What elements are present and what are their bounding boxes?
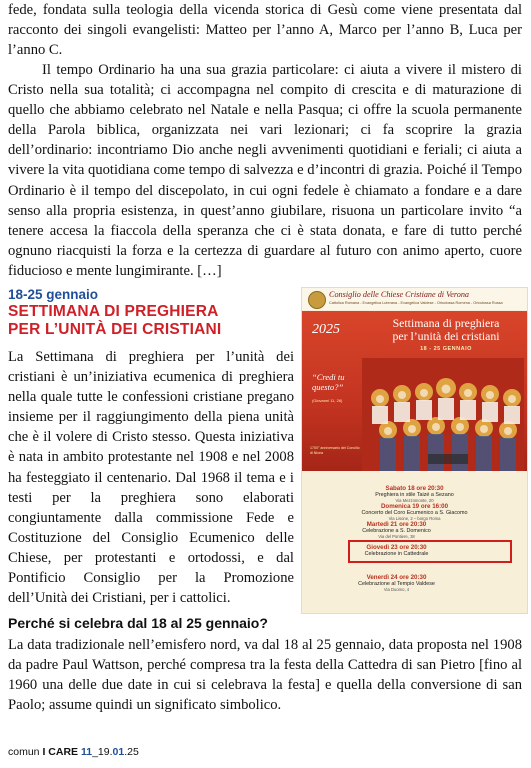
poster-event (301, 574, 509, 592)
council-seal-icon (308, 291, 326, 309)
event-description: Preghiera in stile Taizé a Sezano (375, 492, 454, 498)
unity-week-paragraph: La Settimana di preghiera per l’unità dei cristiani è un’iniziativa ecumenica di preghiera nella quale tutte le confessioni cristiane pregano insieme per il raggiungimento della piena unità che è il volere di Cristo stesso. Questa iniziativa è nata in ambito protestante nel 1908 e nel 2008 ha festeggiato il centenario. Dal 1968 il tema e i testi per la preghiera sono elaborati congiuntamente dalla commissione Fede e Costituzione del Consiglio Ecumenico delle Chiese, per protestanti e ortodossi, e dal Pontificio Consiglio per la Promozione dell’Unità dei Cristiani, per i cattolici. (8, 349, 294, 607)
poster-dates: 18 - 25 GENNAIO (420, 346, 472, 352)
poster-event (302, 503, 527, 521)
footer-date-month: 01 (112, 746, 125, 758)
intro-paragraph: fede, fondata sulla teologia della vicenda storica di Gesù come viene presentata dal racconto dei singoli evangelisti: Matteo per l’anno A, Marco per l’anno B, Luca per l’anno C. (8, 2, 522, 58)
event-day: Domenica 19 ore 16:00 (380, 503, 449, 510)
poster-event (302, 485, 527, 503)
event-poster (301, 287, 528, 614)
poster-title-line-2: per l’unità dei cristiani (392, 329, 500, 343)
section-headline (8, 303, 221, 339)
footer-brand: I CARE (42, 746, 79, 758)
event-description: Celebrazione al Tempio Valdese (358, 581, 435, 587)
event-address: Via Lisone, 2 – borgo Roma (388, 516, 441, 521)
poster-org-name: Consiglio delle Chiese Cristiane di Verona (329, 290, 470, 299)
question-heading: Perché si celebra dal 18 al 25 gennaio? (8, 615, 268, 631)
answer-paragraph: La data tradizionale nell’emisfero nord, va dal 18 al 25 gennaio, data proposta nel 1908 da padre Paul Wattson, perché compresa tra la festa della Cattedra di san Pietro [fino al 1960 una delle due date in cui si celebrava la festa] e quella della conversione di san Paolo; assume quindi un significato simbolico. (8, 637, 522, 713)
poster-title (370, 317, 522, 343)
poster-anniversary-note: 1700° anniversario del Concilio di Nicea (310, 446, 360, 455)
footer-date-year: .25 (124, 746, 139, 758)
poster-title-line-1: Settimana di preghiera (392, 316, 500, 330)
event-address: Via del Pontiere, 38 (378, 534, 415, 539)
event-day: Sabato 18 ore 20:30 (385, 485, 444, 492)
event-description: Celebrazione a S. Domenico (362, 528, 431, 534)
highlight-box (348, 540, 512, 563)
section-date: 18-25 gennaio (8, 287, 99, 302)
footer-prefix: comun (8, 746, 43, 758)
footer-issue: 11 (80, 746, 93, 758)
poster-header (302, 288, 527, 310)
event-description: Celebrazione in Cattedrale (364, 551, 429, 557)
council-icon-illustration (362, 358, 524, 471)
event-description: Concerto del Coro Ecumenico a S. Giacomo (361, 510, 468, 516)
headline-line-1: SETTIMANA DI PREGHIERA (8, 303, 219, 320)
poster-quote-line-2: questo?” (312, 382, 344, 392)
ordinary-time-paragraph: Il tempo Ordinario ha una sua grazia particolare: ci aiuta a vivere il mistero di Cristo nella sua totalità; ci accompagna nel compito di crescita e di maturazione di quello che abbiamo celebrato nel Natale e nella Pasqua; ci offre la scuola permanente della Parola biblica, organizzata nei vari lezionari; ci fa scoprire la grazia dell’ordinario: incontriamo Dio anche negli avvenimenti quotidiani e feriali; ci aiuta a vivere la vita quotidiana come tempo di salvezza e d’incontri di grazia. Poiché il Tempo Ordinario è il tempo del discepolato, in cui ogni fedele è chiamato a fondare e a dare senso alla propria esistenza, in quest’anno giubilare, risuona un particolare invito “a tenere accesa la fiaccola della speranza che ci è stata donata, e fare di tutto perché ognuno riacquisti la forza e la certezza di guardare al futuro con animo aperto, cuore fiducioso e mente lungimirante. […] (8, 62, 522, 279)
poster-quote-reference: (Giovanni 11, 26) (312, 398, 343, 403)
event-day: Venerdì 24 ore 20:30 (366, 574, 427, 581)
poster-year: 2025 (312, 322, 340, 337)
poster-org-churches: Cattolica Romana - Evangelica Luterana - Evangelica Valdese - Ortodossa Romena - Ortodossa Russa (329, 301, 503, 305)
poster-quote-line-1: “Credi tu (312, 372, 345, 382)
headline-line-2: PER L’UNITÀ DEI CRISTIANI (8, 321, 222, 338)
event-address: Via Mezzomonte, 20 (395, 498, 434, 503)
footer-date-a: _19. (92, 746, 113, 758)
event-day: Giovedì 23 ore 20:30 (366, 544, 427, 551)
event-address: Via Duomo, 4 (383, 587, 410, 592)
poster-event (301, 521, 509, 539)
poster-quote (312, 372, 345, 392)
page-footer (8, 746, 139, 758)
event-day: Martedì 21 ore 20:30 (366, 521, 427, 528)
